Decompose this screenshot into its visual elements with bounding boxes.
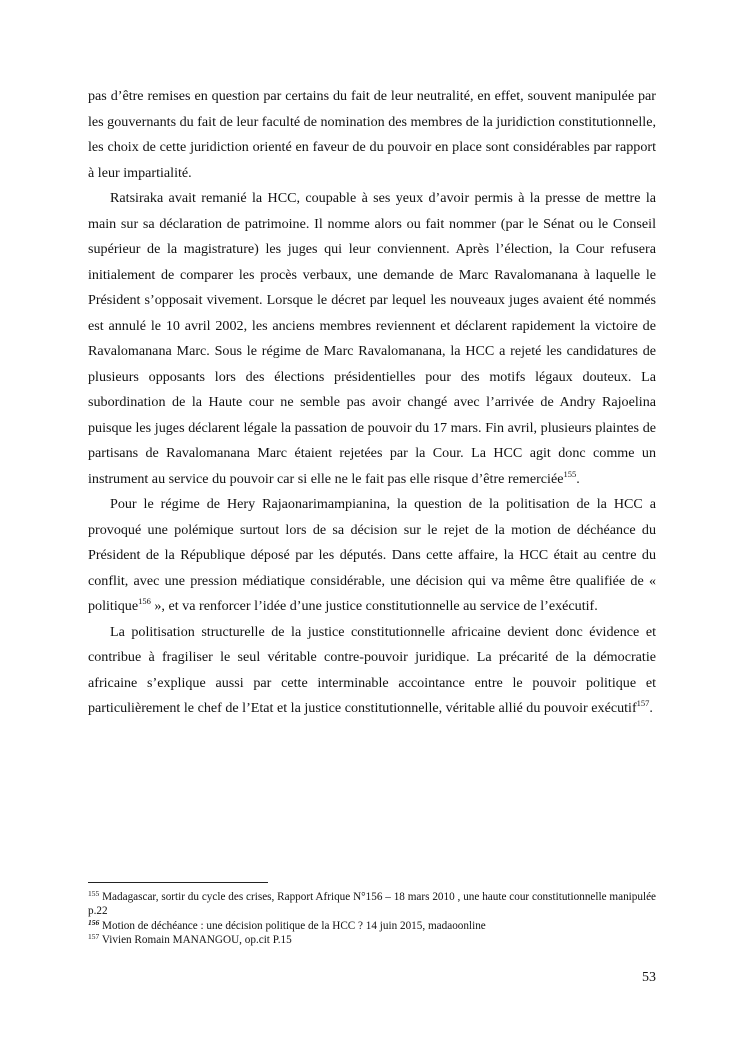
paragraph-3 <box>88 492 656 620</box>
paragraph-4-text: La politisation structurelle de la justice constitutionnelle africaine devient donc évidence et contribue à fragiliser le seul véritable contre-pouvoir juridique. La précarité de la démocratie africaine s’explique aussi par cette interminable accointance entre le pouvoir politique et particulièrement le chef de l’Etat et la justice constitutionnelle, véritable allié du pouvoir exécutif <box>88 623 656 716</box>
page-number: 53 <box>642 970 656 985</box>
paragraph-1 <box>88 84 656 186</box>
paragraph-2-end: . <box>576 470 580 487</box>
paragraph-4-end: . <box>649 700 653 716</box>
paragraph-1-text: pas d’être remises en question par certains du fait de leur neutralité, en effet, souvent manipulée par les gouvernants du fait de leur faculté de nomination des membres de la juridiction constitutionnelle, les choix de cette juridiction orienté en faveur de du pouvoir en place sont considérables par rapport à leur impartialité. <box>88 88 656 181</box>
footnote-number-157: 157 <box>88 931 100 941</box>
footnote-number-155: 155 <box>88 889 100 898</box>
footnote-separator <box>88 882 268 883</box>
paragraph-3-text-after: », et va renforcer l’idée d’une justice constitutionnelle au service de l’exécutif. <box>150 598 598 614</box>
footnote-155-text: Madagascar, sortir du cycle des crises, Rapport Afrique N°156 – 18 mars 2010 , une haute cour constitutionnelle manipulée p.22 <box>88 891 657 918</box>
footnote-ref-157[interactable]: 157 <box>636 698 650 708</box>
footnote-number-156: 156 <box>88 917 100 927</box>
footnote-155 <box>88 890 656 919</box>
footnote-ref-156[interactable]: 156 <box>138 596 151 606</box>
paragraph-2-text: Ratsiraka avait remanié la HCC, coupable à ses yeux d’avoir permis à la presse de mettre la main sur sa déclaration de patrimoine. Il nomme alors ou fait nommer (par le Sénat ou le Conseil supérieur de la magistrature) les juges qui leur conviennent. Après l’élection, la Cour refusera initialement de comparer les procès verbaux, une demande de Marc Ravalomanana à laquelle le Président s’opposait vivement. Lorsque le décret par lequel les nouveaux juges avaient été nommés est annulé le 10 avril 2002, les anciens membres reviennent et déclarent rapidement la victoire de Ravalomanana Marc. Sous le régime de Marc Ravalomanana, la HCC a rejeté les candidatures de plusieurs opposants lors des élections présidentielles pour des motifs légaux douteux. La subordination de la Haute cour ne semble pas avoir changé avec l’arrivée de Andry Rajoelina puisque les juges déclarent légale la passation de pouvoir du 17 mars. Fin avril, plusieurs plaintes de partisans de Ravalomanana Marc étaient rejetées par la Cour. La HCC agit donc comme un instrument au service du pouvoir car si elle ne le fait pas elle risque d’être remerciée <box>88 190 656 487</box>
body-text <box>88 84 656 722</box>
paragraph-4 <box>88 620 656 722</box>
footnote-156 <box>88 919 656 933</box>
footnotes <box>88 890 656 947</box>
footnote-157-text: Vivien Romain MANANGOU, op.cit P.15 <box>101 933 292 946</box>
footnote-ref-155[interactable]: 155 <box>563 468 577 479</box>
footnote-157 <box>88 933 656 947</box>
footnote-156-text: Motion de déchéance : une décision politique de la HCC ? 14 juin 2015, madaoonline <box>102 919 486 932</box>
paragraph-2 <box>88 186 656 492</box>
paragraph-3-text-before: Pour le régime de Hery Rajaonarimampianina, la question de la politisation de la HCC a provoqué une polémique surtout lors de sa décision sur le rejet de la motion de déchéance du Président de la République déposé par les députés. Dans cette affaire, la HCC était au centre du conflit, avec une pression médiatique considérable, une décision qui va même être qualifiée de « politique <box>88 496 656 614</box>
